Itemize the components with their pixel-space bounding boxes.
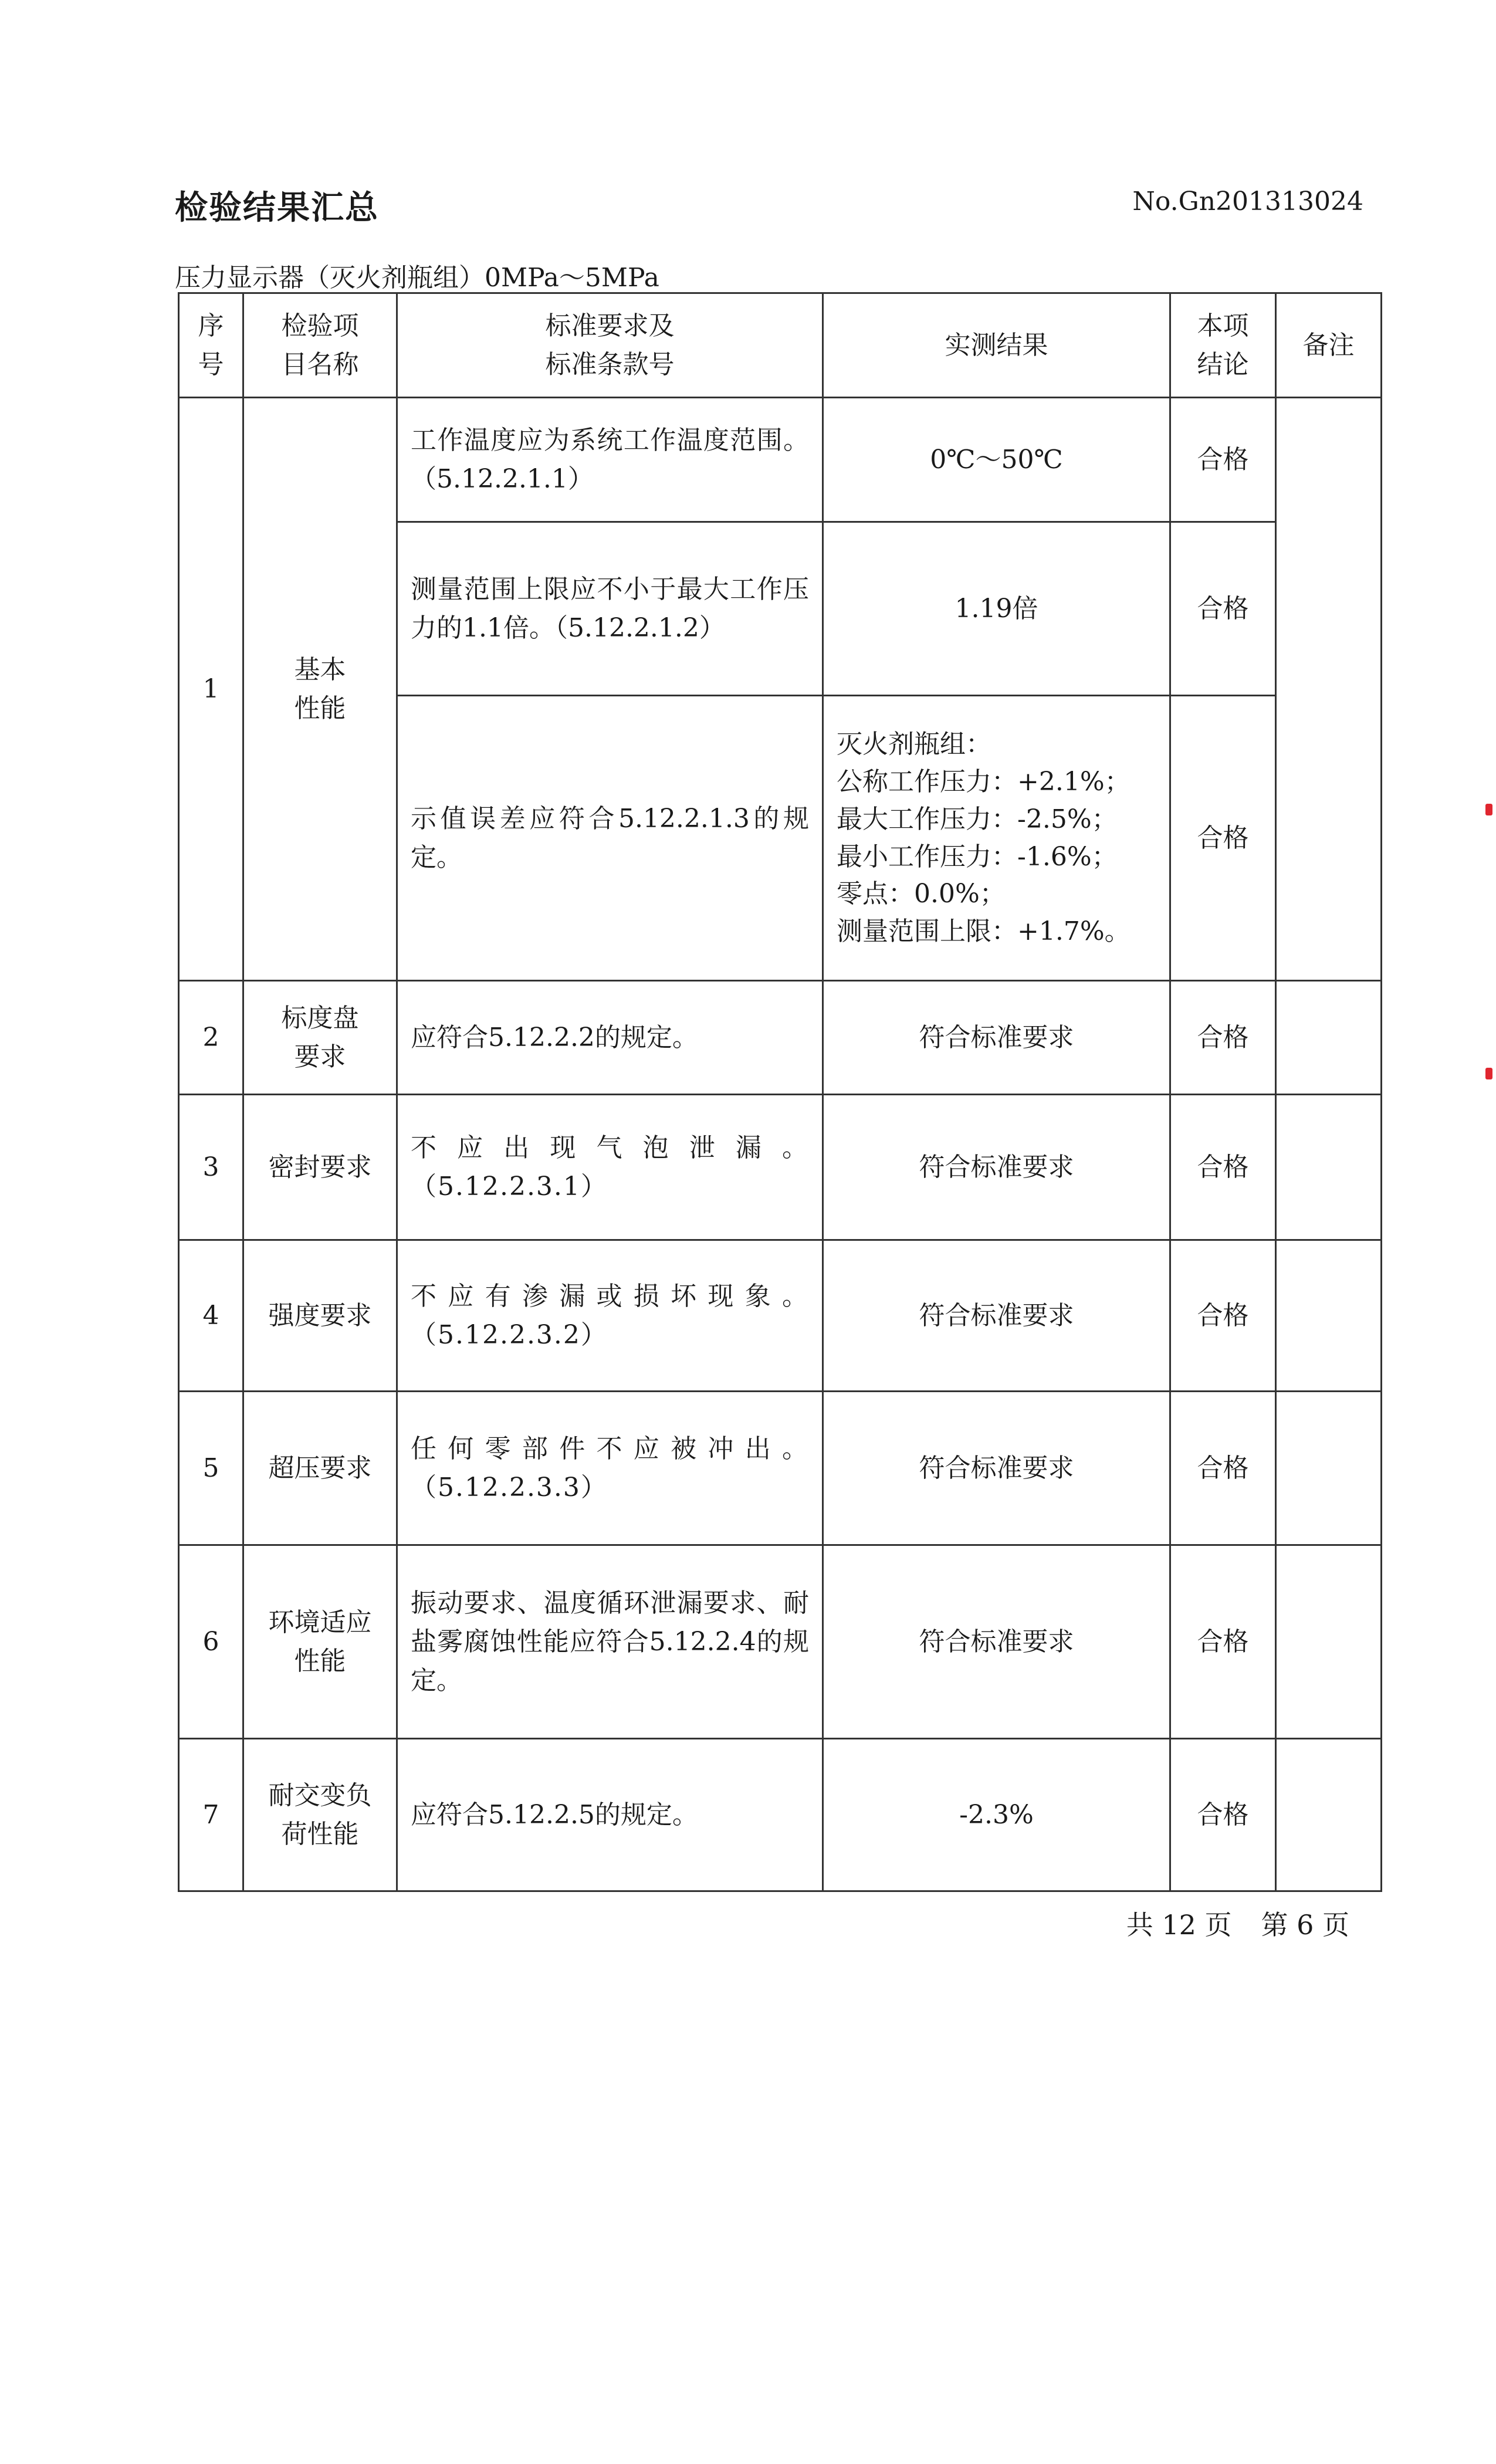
- row-item: 耐交变负 荷性能: [243, 1739, 397, 1891]
- page-footer: [1126, 1904, 1349, 1942]
- row-standard: 测量范围上限应不小于最大工作压力的1.1倍。（5.12.2.1.2）: [397, 522, 823, 696]
- row-measured: 灭火剂瓶组： 公称工作压力：+2.1%； 最大工作压力：-2.5%； 最小工作压力：-1.6%； 零点：0.0%； 测量范围上限：+1.7%。: [823, 696, 1170, 981]
- total-pages: 共 12 页: [1126, 1909, 1232, 1941]
- row-index: 5: [179, 1392, 243, 1545]
- row-item: 密封要求: [243, 1095, 397, 1240]
- row-remark: [1276, 1240, 1382, 1392]
- header-remark: 备注: [1276, 293, 1382, 398]
- row-index: 2: [179, 981, 243, 1095]
- row-standard: 不应出现气泡泄漏。（5.12.2.3.1）: [397, 1095, 823, 1240]
- table-row: [179, 1392, 1382, 1545]
- row-measured: 符合标准要求: [823, 1240, 1170, 1392]
- header-standard: 标准要求及 标准条款号: [397, 293, 823, 398]
- row-remark: [1276, 1739, 1382, 1891]
- row-item: 超压要求: [243, 1392, 397, 1545]
- table-row: [179, 398, 1382, 522]
- row-measured: 1.19倍: [823, 522, 1170, 696]
- row-conclusion: 合格: [1170, 522, 1276, 696]
- header-measured: 实测结果: [823, 293, 1170, 398]
- row-remark: [1276, 1095, 1382, 1240]
- row-index: 4: [179, 1240, 243, 1392]
- table-row: [179, 981, 1382, 1095]
- row-standard: 示值误差应符合5.12.2.1.3的规定。: [397, 696, 823, 981]
- stamp-edge-mark: [1485, 1068, 1492, 1079]
- stamp-edge-mark: [1485, 804, 1492, 815]
- row-conclusion: 合格: [1170, 1392, 1276, 1545]
- row-conclusion: 合格: [1170, 1095, 1276, 1240]
- row-measured: 符合标准要求: [823, 981, 1170, 1095]
- row-remark: [1276, 1545, 1382, 1739]
- table-row: [179, 1545, 1382, 1739]
- table-row: [179, 1739, 1382, 1891]
- row-standard: 应符合5.12.2.5的规定。: [397, 1739, 823, 1891]
- header-index: 序 号: [179, 293, 243, 398]
- row-measured: 符合标准要求: [823, 1392, 1170, 1545]
- table-row: [179, 1095, 1382, 1240]
- row-conclusion: 合格: [1170, 1739, 1276, 1891]
- row-item: 环境适应 性能: [243, 1545, 397, 1739]
- row-index: 1: [179, 398, 243, 981]
- row-remark: [1276, 398, 1382, 981]
- row-conclusion: 合格: [1170, 696, 1276, 981]
- current-page: 第 6 页: [1261, 1909, 1349, 1941]
- row-standard: 工作温度应为系统工作温度范围。（5.12.2.1.1）: [397, 398, 823, 522]
- row-index: 6: [179, 1545, 243, 1739]
- row-standard: 任何零部件不应被冲出。（5.12.2.3.3）: [397, 1392, 823, 1545]
- row-item: 强度要求: [243, 1240, 397, 1392]
- row-standard: 振动要求、温度循环泄漏要求、耐盐雾腐蚀性能应符合5.12.2.4的规定。: [397, 1545, 823, 1739]
- results-table: [178, 292, 1382, 1892]
- row-index: 7: [179, 1739, 243, 1891]
- row-conclusion: 合格: [1170, 1240, 1276, 1392]
- row-measured: 0℃～50℃: [823, 398, 1170, 522]
- header-item: 检验项 目名称: [243, 293, 397, 398]
- row-measured: 符合标准要求: [823, 1095, 1170, 1240]
- product-name: 压力显示器（灭火剂瓶组）0MPa～5MPa: [175, 263, 659, 293]
- row-conclusion: 合格: [1170, 981, 1276, 1095]
- report-number: No.Gn201313024: [1132, 187, 1363, 216]
- row-item: 标度盘 要求: [243, 981, 397, 1095]
- table-header-row: [179, 293, 1382, 398]
- header-conclusion: 本项 结论: [1170, 293, 1276, 398]
- row-conclusion: 合格: [1170, 1545, 1276, 1739]
- row-item: 基本 性能: [243, 398, 397, 981]
- row-standard: 应符合5.12.2.2的规定。: [397, 981, 823, 1095]
- row-remark: [1276, 1392, 1382, 1545]
- row-conclusion: 合格: [1170, 398, 1276, 522]
- row-standard: 不应有渗漏或损坏现象。（5.12.2.3.2）: [397, 1240, 823, 1392]
- row-measured: -2.3%: [823, 1739, 1170, 1891]
- row-remark: [1276, 981, 1382, 1095]
- row-measured: 符合标准要求: [823, 1545, 1170, 1739]
- table-row: [179, 1240, 1382, 1392]
- row-index: 3: [179, 1095, 243, 1240]
- page-title: 检验结果汇总: [175, 189, 379, 227]
